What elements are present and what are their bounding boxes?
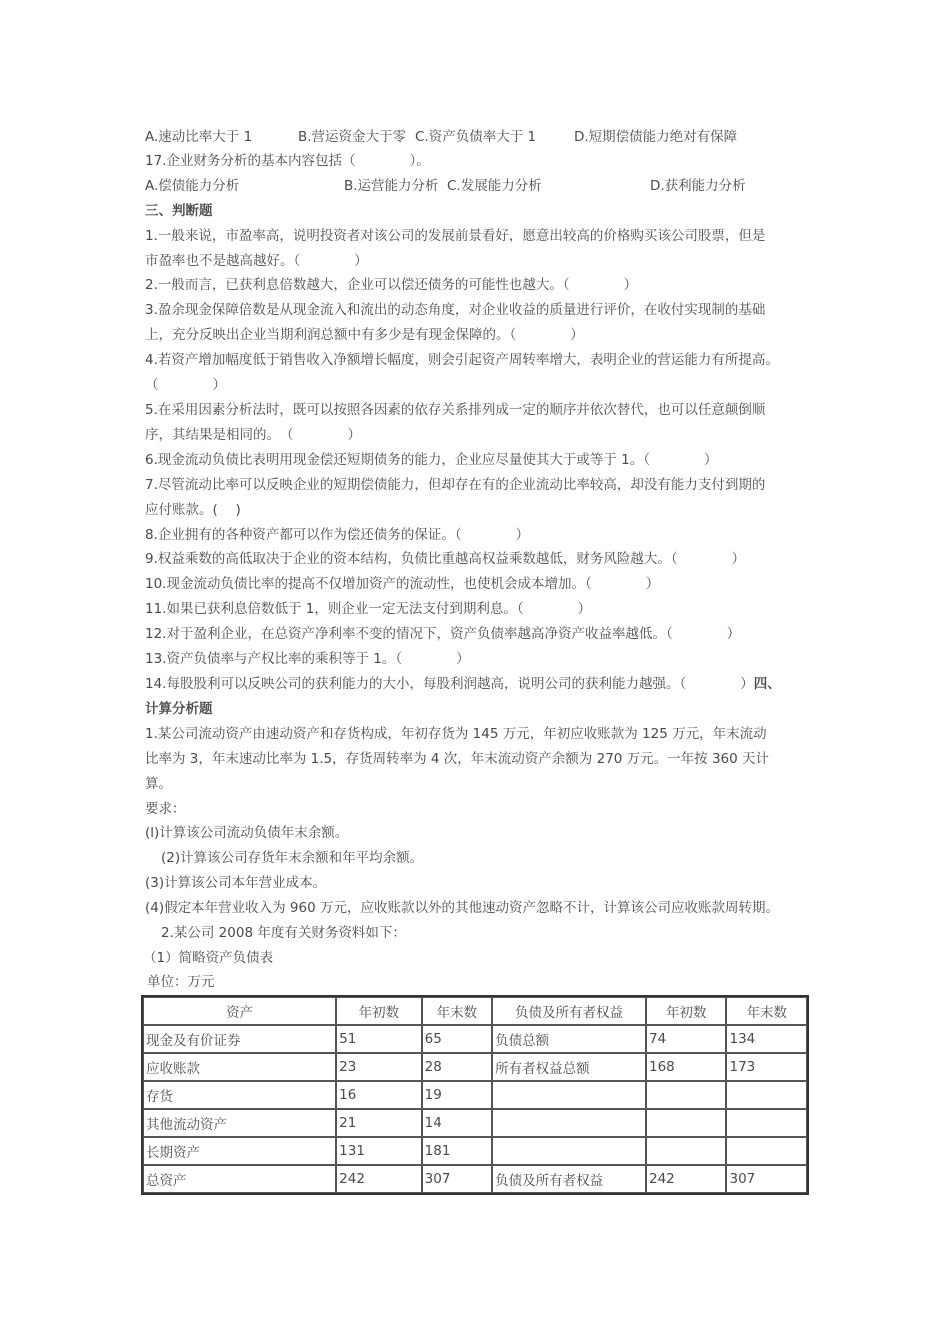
table-cell [646,1137,726,1165]
table-cell [492,1109,646,1137]
judgment-1-line-2: 市盈率也不是越高越好。（ ） [145,253,368,269]
judgment-3-line-1: 3.盈余现金保障倍数是从现金流入和流出的动态角度，对企业收益的质量进行评价，在收付实现制的基础 [145,302,766,318]
table-cell [726,1109,807,1137]
table-cell: 307 [422,1165,492,1193]
table-cell [492,1137,646,1165]
judgment-1-line-1: 1.一般来说，市盈率高，说明投资者对该公司的发展前景看好，愿意出较高的价格购买该公司股票，但是 [145,228,766,244]
judgment-3-line-2: 上，充分反映出企业当期利润总额中有多少是有现金保障的。（ ） [145,327,584,343]
section-4-title-part-1: 四、 [753,676,781,692]
table-cell [726,1081,807,1109]
table-cell: 负债及所有者权益 [492,1165,646,1193]
judgment-7-line-2: 应付账款。( ) [145,502,241,518]
table-cell: 现金及有价证券 [143,1025,336,1053]
table-cell [726,1137,807,1165]
section-3-title: 三、判断题 [145,203,213,219]
judgment-8: 8.企业拥有的各种资产都可以作为偿还债务的保证。（ ） [145,527,530,543]
q16-option-a: A.速动比率大于 1 [145,129,253,145]
table-row [143,1025,807,1053]
table-cell: 16 [336,1081,422,1109]
q17-stem: 17.企业财务分析的基本内容包括（ ）。 [145,153,430,169]
balance-sheet-table [141,995,809,1195]
judgment-4-line-1: 4.若资产增加幅度低于销售收入净额增长幅度，则会引起资产周转率增大，表明企业的营运能力有所提高。 [145,352,779,368]
table-cell: 168 [646,1053,726,1081]
table-cell [646,1081,726,1109]
judgment-13: 13.资产负债率与产权比率的乘积等于 1。（ ） [145,651,470,667]
table-row [143,1137,807,1165]
table-cell: 所有者权益总额 [492,1053,646,1081]
q16-option-c: C.资产负债率大于 1 [415,129,537,145]
judgment-14-line [145,674,825,694]
table-cell: 负债总额 [492,1025,646,1053]
q17-option-a: A.偿债能力分析 [145,178,240,194]
judgment-11: 11.如果已获利息倍数低于 1，则企业一定无法支付到期利息。（ ） [145,601,592,617]
section-4-title: 计算分析题 [145,701,213,717]
table-cell: 51 [336,1025,422,1053]
table-cell: 总资产 [143,1165,336,1193]
table-row [143,1109,807,1137]
calc-1-req-2: (2)计算该公司存货年末余额和年平均余额。 [161,850,424,866]
calc-2-line-2: （1）简略资产负债表 [143,950,274,966]
table-cell: 28 [422,1053,492,1081]
table-cell: 23 [336,1053,422,1081]
judgment-10: 10.现金流动负债比率的提高不仅增加资产的流动性，也使机会成本增加。（ ） [145,576,660,592]
table-cell: 242 [646,1165,726,1193]
table-cell: 14 [422,1109,492,1137]
table-cell: 307 [726,1165,807,1193]
judgment-4-line-2: （ ） [145,377,226,393]
judgment-14: 14.每股股利可以反映公司的获利能力的大小，每股利润越高，说明公司的获利能力越强。（ ） [145,676,754,692]
calc-1-requirements: 要求： [145,801,186,817]
calc-2-line-1: 2.某公司 2008 年度有关财务资料如下： [161,925,406,941]
table-row [143,1165,807,1193]
table-cell: 242 [336,1165,422,1193]
table-header-row [143,997,807,1025]
calc-1-req-1: (l)计算该公司流动负债年末余额。 [145,825,349,841]
q17-option-d: D.获利能力分析 [650,178,746,194]
judgment-7-line-1: 7.尽管流动比率可以反映企业的短期偿债能力，但却存在有的企业流动比率较高，却没有能力支付到期的 [145,477,766,493]
table-cell: 181 [422,1137,492,1165]
judgment-2: 2.一般而言，已获利息倍数越大，企业可以偿还债务的可能性也越大。（ ） [145,277,638,293]
table-cell: 长期资产 [143,1137,336,1165]
calc-1-line-1: 1.某公司流动资产由速动资产和存货构成，年初存货为 145 万元，年初应收账款为 125 万元，年末流动 [145,726,767,742]
table-cell: 134 [726,1025,807,1053]
table-cell: 其他流动资产 [143,1109,336,1137]
table-cell: 应收账款 [143,1053,336,1081]
judgment-6: 6.现金流动负债比表明用现金偿还短期债务的能力，企业应尽量使其大于或等于 1。（ ） [145,452,718,468]
table-row [143,1081,807,1109]
table-header-cell: 年初数 [336,997,422,1025]
table-cell: 存货 [143,1081,336,1109]
calc-1-line-2: 比率为 3，年末速动比率为 1.5，存货周转率为 4 次，年末流动资产余额为 270 万元。一年按 360 天计 [145,751,770,767]
judgment-5-line-1: 5.在采用因素分析法时，既可以按照各因素的依存关系排列成一定的顺序并依次替代，也可以任意颠倒顺 [145,402,766,418]
table-header-cell: 年末数 [422,997,492,1025]
judgment-9: 9.权益乘数的高低取决于企业的资本结构，负债比重越高权益乘数越低，财务风险越大。（ ） [145,551,746,567]
calc-1-req-4: (4)假定本年营业收入为 960 万元，应收账款以外的其他速动资产忽略不计，计算该公司应收账款周转期。 [145,900,779,916]
unit-label: 单位：万元 [147,974,215,990]
calc-1-req-3: (3)计算该公司本年营业成本。 [145,875,327,891]
q17-option-c: C.发展能力分析 [447,178,542,194]
table-header-cell: 年初数 [646,997,726,1025]
judgment-5-line-2: 序，其结果是相同的。 （ ） [145,427,361,443]
q17-option-b: B.运营能力分析 [344,178,439,194]
table-cell: 173 [726,1053,807,1081]
table-header-cell: 负债及所有者权益 [492,997,646,1025]
table-cell [646,1109,726,1137]
table-cell [492,1081,646,1109]
q16-option-b: B.营运资金大于零 [298,129,407,145]
table-header-cell: 资产 [143,997,336,1025]
table-cell: 65 [422,1025,492,1053]
table-header-cell: 年末数 [726,997,807,1025]
table-cell: 19 [422,1081,492,1109]
table-cell: 131 [336,1137,422,1165]
judgment-12: 12.对于盈利企业，在总资产净利率不变的情况下，资产负债率越高净资产收益率越低。（ ） [145,626,741,642]
table-row [143,1053,807,1081]
q16-option-d: D.短期偿债能力绝对有保障 [574,129,738,145]
table-cell: 74 [646,1025,726,1053]
table-cell: 21 [336,1109,422,1137]
calc-1-line-3: 算。 [145,776,172,792]
